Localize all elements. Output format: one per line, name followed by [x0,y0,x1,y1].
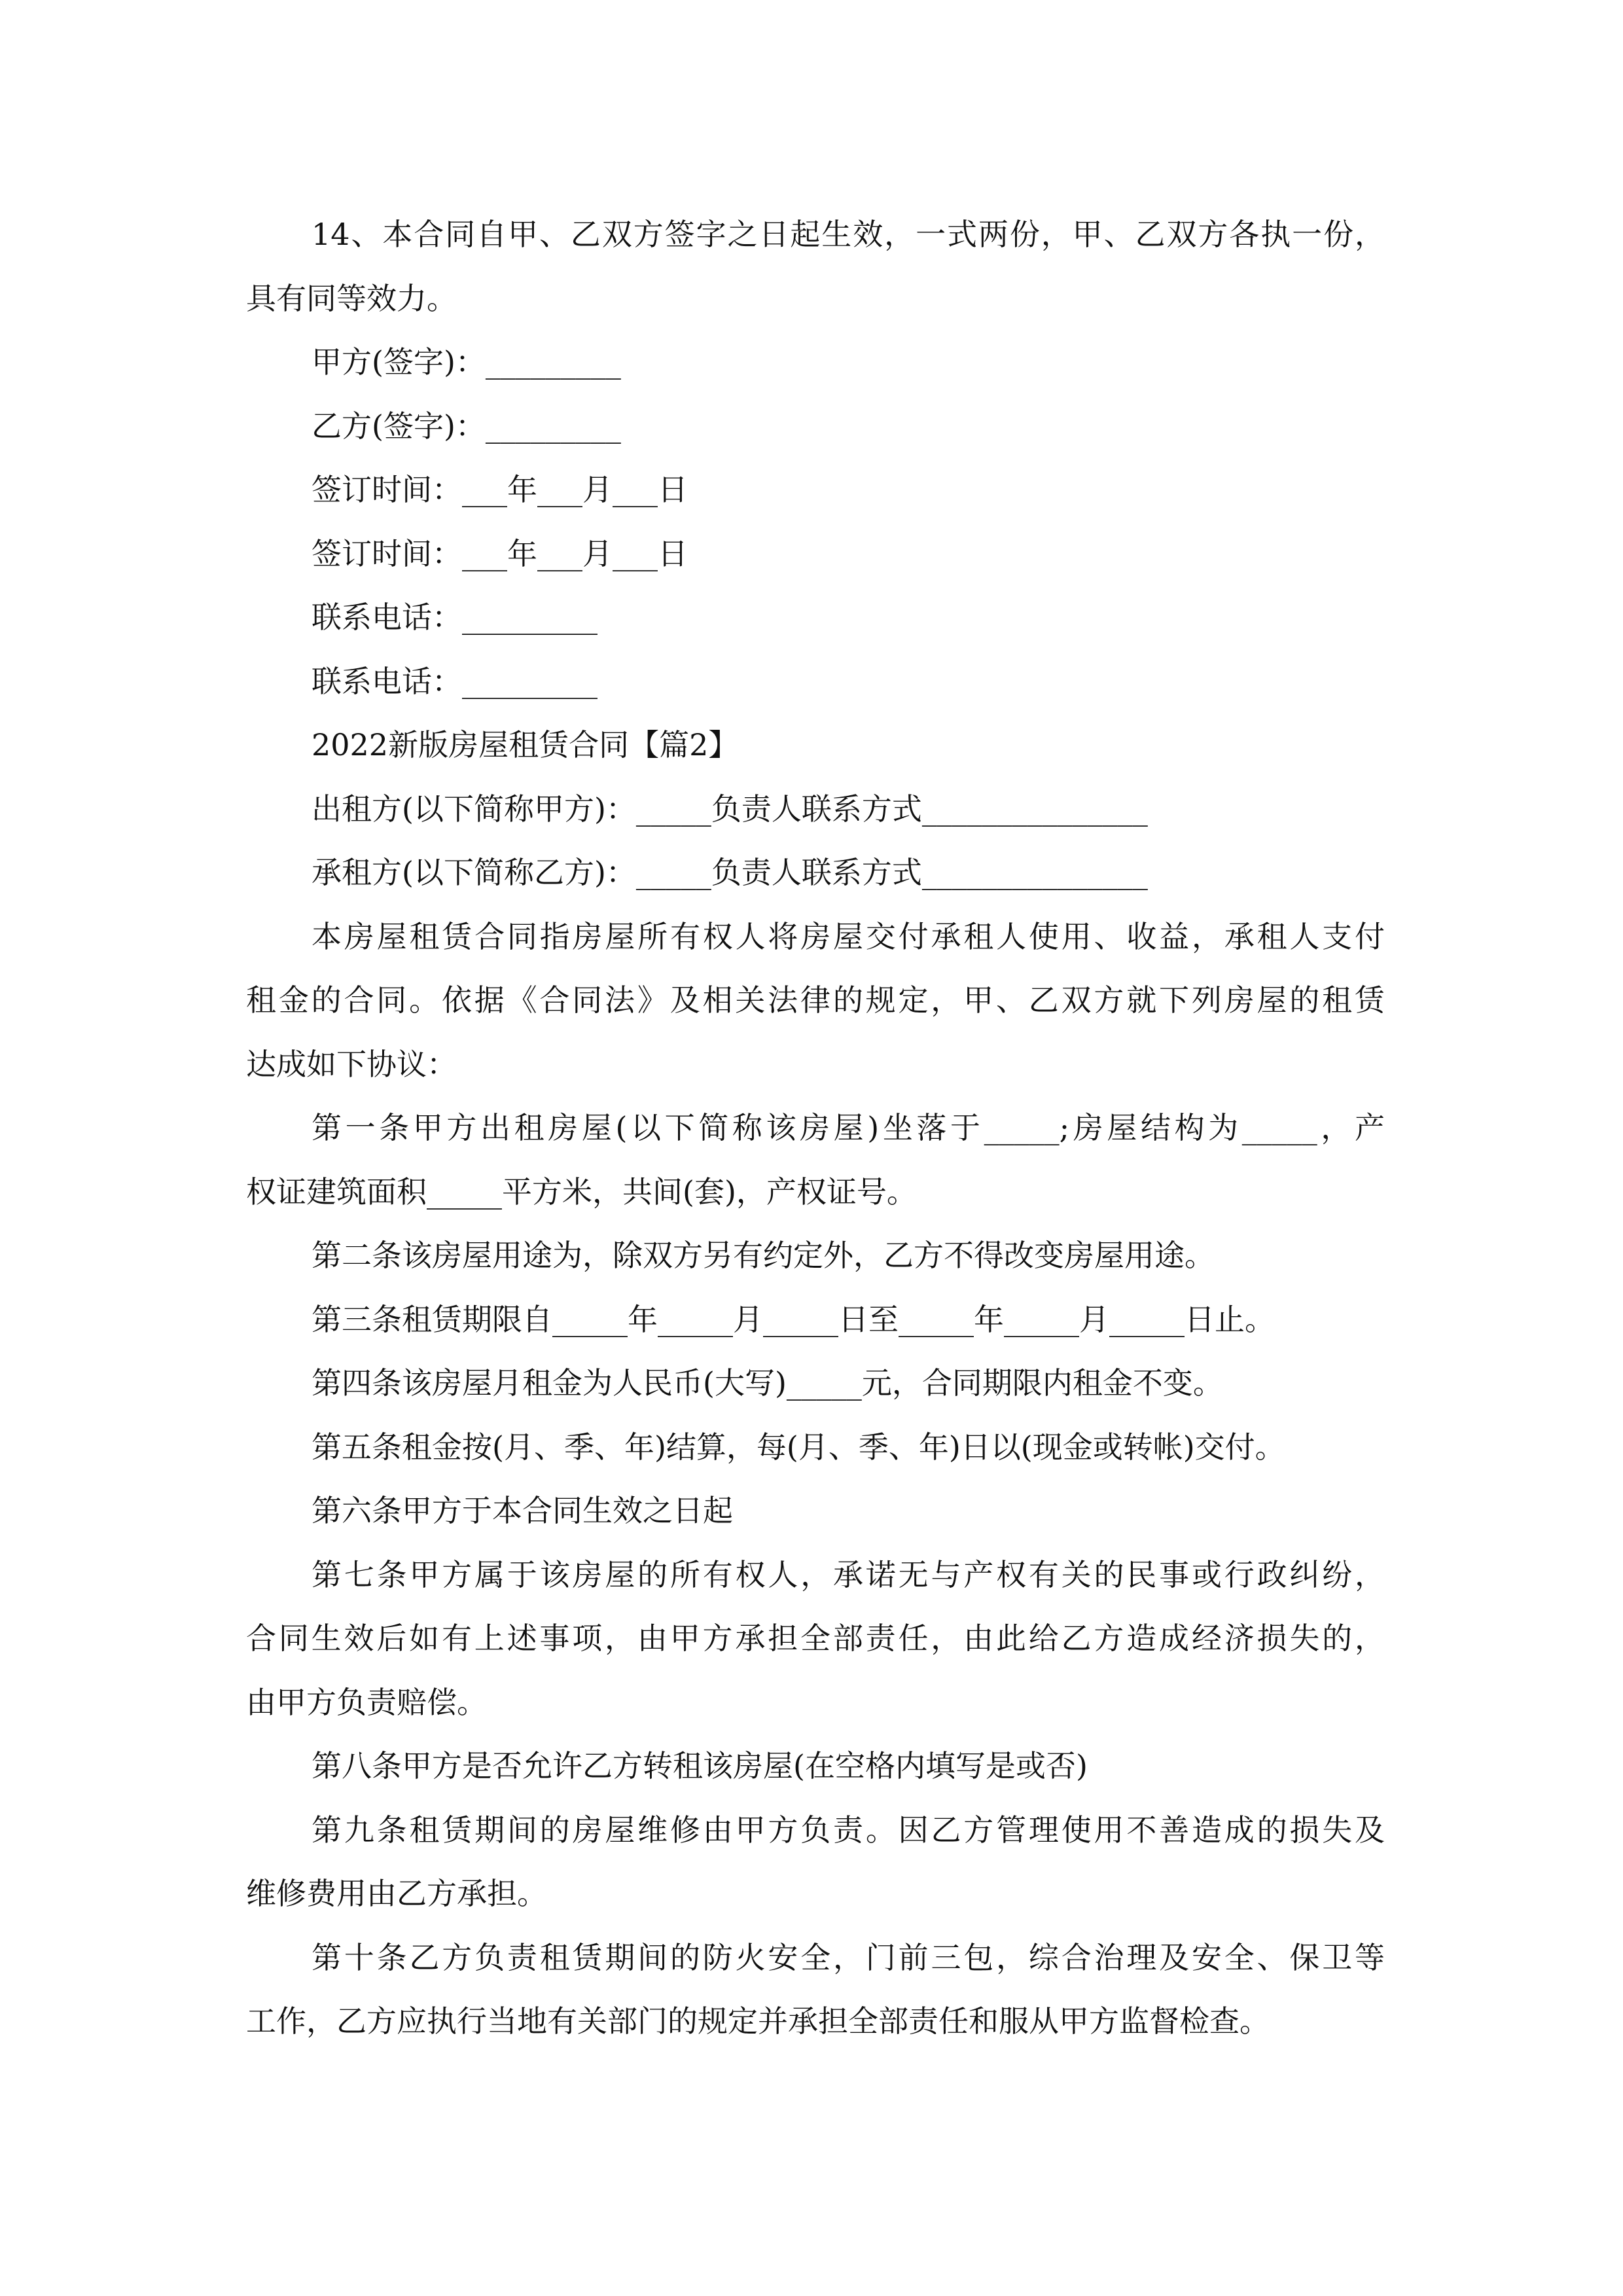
text-line: 维修费用由乙方承担。 [246,1876,547,1911]
text-line: 达成如下协议： [246,1046,457,1082]
text-line: 由甲方负责赔偿。 [246,1684,487,1720]
text-line: 权证建筑面积_____平方米，共间(套)，产权证号。 [246,1174,917,1210]
text-line: 租金的合同。依据《合同法》及相关法律的规定，甲、乙双方就下列房屋的租赁 [246,982,1385,1018]
article-8: 第八条甲方是否允许乙方转租该房屋(在空格内填写是或否) [312,1748,1088,1784]
signing-date: 签订时间：___年___月___日 [312,535,688,571]
party-a-signature: 甲方(签字)：_________ [312,344,621,380]
signing-date: 签订时间：___年___月___日 [312,472,688,507]
article-3: 第三条租赁期限自_____年_____月_____日至_____年_____月_____日止。 [312,1301,1275,1337]
article-1: 第一条甲方出租房屋(以下简称该房屋)坐落于_____;房屋结构为_____，产 [312,1110,1385,1145]
text-line: 合同生效后如有上述事项，由甲方承担全部责任，由此给乙方造成经济损失的， [246,1621,1385,1656]
party-b-signature: 乙方(签字)：_________ [312,408,621,444]
article-10: 第十条乙方负责租赁期间的防火安全，门前三包，综合治理及安全、保卫等 [312,1939,1385,1975]
article-2: 第二条该房屋用途为，除双方另有约定外，乙方不得改变房屋用途。 [312,1238,1215,1273]
text-line: 工作，乙方应执行当地有关部门的规定并承担全部责任和服从甲方监督检查。 [246,2003,1270,2039]
article-9: 第九条租赁期间的房屋维修由甲方负责。因乙方管理使用不善造成的损失及 [312,1812,1385,1848]
text-line: 本房屋租赁合同指房屋所有权人将房屋交付承租人使用、收益，承租人支付 [312,918,1385,954]
article-6: 第六条甲方于本合同生效之日起 [312,1493,733,1528]
lessee-line: 承租方(以下简称乙方)：_____负责人联系方式_______________ [312,855,1148,890]
article-5: 第五条租金按(月、季、年)结算，每(月、季、年)日以(现金或转帐)交付。 [312,1429,1285,1465]
contact-phone: 联系电话：_________ [312,663,597,699]
document-body [246,203,1385,2054]
section-heading: 2022新版房屋租赁合同【篇2】 [312,727,739,762]
contact-phone: 联系电话：_________ [312,600,597,635]
text-line: 具有同等效力。 [246,280,457,316]
lessor-line: 出租方(以下简称甲方)：_____负责人联系方式_______________ [312,791,1148,827]
text-line: 14、本合同自甲、乙双方签字之日起生效，一式两份，甲、乙双方各执一份， [312,217,1385,252]
article-7: 第七条甲方属于该房屋的所有权人，承诺无与产权有关的民事或行政纠纷， [312,1556,1385,1592]
article-4: 第四条该房屋月租金为人民币(大写)_____元，合同期限内租金不变。 [312,1365,1223,1401]
